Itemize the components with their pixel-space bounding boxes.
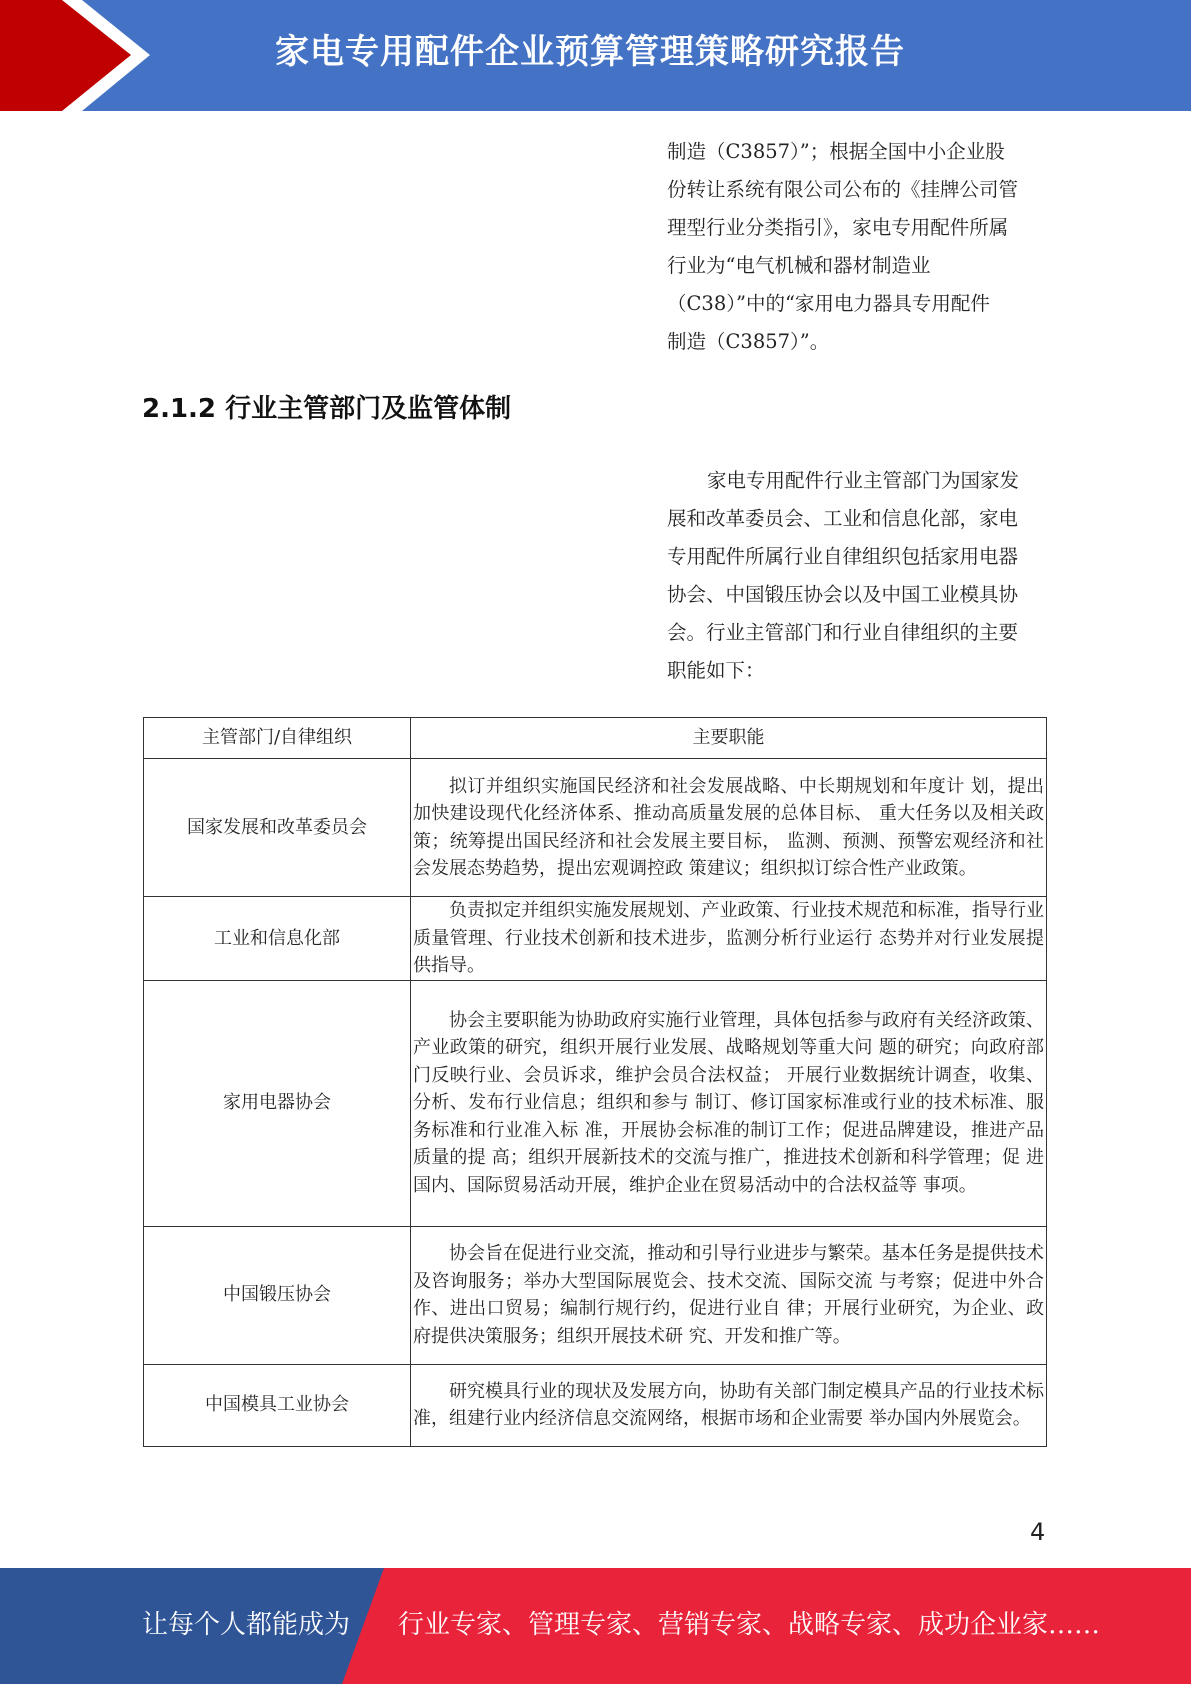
section-paragraph [667, 462, 1047, 690]
intro-line: 理型行业分类指引》，家电专用配件所属 [667, 216, 1009, 239]
report-title: 家电专用配件企业预算管理策略研究报告 [275, 32, 905, 72]
column-header-function: 主要职能 [411, 718, 1047, 759]
table-row [144, 980, 1047, 1226]
org-cell: 国家发展和改革委员会 [144, 759, 411, 897]
section-line: 展和改革委员会、工业和信息化部，家电 [667, 507, 1019, 530]
section-line: 专用配件所属行业自律组织包括家用电器 [667, 545, 1019, 568]
footer-banner [0, 1568, 1191, 1684]
section-line: 协会、中国锻压协会以及中国工业模具协 [667, 583, 1019, 606]
intro-paragraph [667, 133, 1047, 361]
intro-line: 行业为“电气机械和器材制造业 [667, 254, 931, 277]
column-header-org: 主管部门/自律组织 [144, 718, 411, 759]
intro-line: 制造（C3857）”；根据全国中小企业股 [667, 140, 1005, 163]
org-cell: 家用电器协会 [144, 980, 411, 1226]
intro-line: 制造（C3857）”。 [667, 330, 830, 353]
table-header-row [144, 718, 1047, 759]
function-cell: 协会旨在促进行业交流，推动和引导行业进步与繁荣。基本任务是提供技术及咨询服务；举办大型国际展览会、技术交流、国际交流 与考察；促进中外合作、进出口贸易；编制行规行约，促进行业自 律；开展行业研究，为企业、政府提供决策服务；组织开展技术研 究、开发和推广等。 [411, 1226, 1047, 1364]
org-cell: 中国模具工业协会 [144, 1364, 411, 1446]
org-cell: 工业和信息化部 [144, 897, 411, 981]
function-cell: 研究模具行业的现状及发展方向，协助有关部门制定模具产品的行业技术标准，组建行业内经济信息交流网络，根据市场和企业需要 举办国内外展览会。 [411, 1364, 1047, 1446]
footer-slogan-right: 行业专家、管理专家、营销专家、战略专家、成功企业家…… [398, 1610, 1101, 1640]
footer-slogan-left: 让每个人都能成为 [142, 1610, 351, 1640]
function-cell: 协会主要职能为协助政府实施行业管理，具体包括参与政府有关经济政策、产业政策的研究，组织开展行业发展、战略规划等重大问 题的研究；向政府部门反映行业、会员诉求，维护会员合法权益； 开展行业数据统计调查，收集、分析、发布行业信息；组织和参与 制订、修订国家标准或行业的技术标准、服务标准和行业准入标 准，开展协会标准的制订工作；促进品牌建设，推进产品质量的提 高；组织开展新技术的交流与推广，推进技术创新和科学管理；促 进国内、国际贸易活动开展，维护企业在贸易活动中的合法权益等 事项。 [411, 980, 1047, 1226]
header-banner [0, 0, 1191, 111]
intro-line: （C38）”中的“家用电力器具专用配件 [667, 292, 990, 315]
section-line: 家电专用配件行业主管部门为国家发 [707, 469, 1020, 492]
table-row [144, 1226, 1047, 1364]
function-cell: 拟订并组织实施国民经济和社会发展战略、中长期规划和年度计 划，提出加快建设现代化经济体系、推动高质量发展的总体目标、 重大任务以及相关政策；统筹提出国民经济和社会发展主要目标， 监测、预测、预警宏观经济和社会发展态势趋势，提出宏观调控政 策建议；组织拟订综合性产业政策。 [411, 759, 1047, 897]
duties-table [143, 717, 1047, 1447]
section-line: 会。行业主管部门和行业自律组织的主要 [667, 621, 1019, 644]
table-row [144, 897, 1047, 981]
function-cell: 负责拟定并组织实施发展规划、产业政策、行业技术规范和标准，指导行业质量管理、行业技术创新和技术进步，监测分析行业运行 态势并对行业发展提供指导。 [411, 897, 1047, 981]
org-cell: 中国锻压协会 [144, 1226, 411, 1364]
section-heading: 2.1.2 行业主管部门及监管体制 [142, 394, 512, 424]
table-row [144, 1364, 1047, 1446]
intro-line: 份转让系统有限公司公布的《挂牌公司管 [667, 178, 1019, 201]
section-line: 职能如下： [667, 659, 765, 682]
page-number: 4 [1030, 1518, 1046, 1546]
table-row [144, 759, 1047, 897]
